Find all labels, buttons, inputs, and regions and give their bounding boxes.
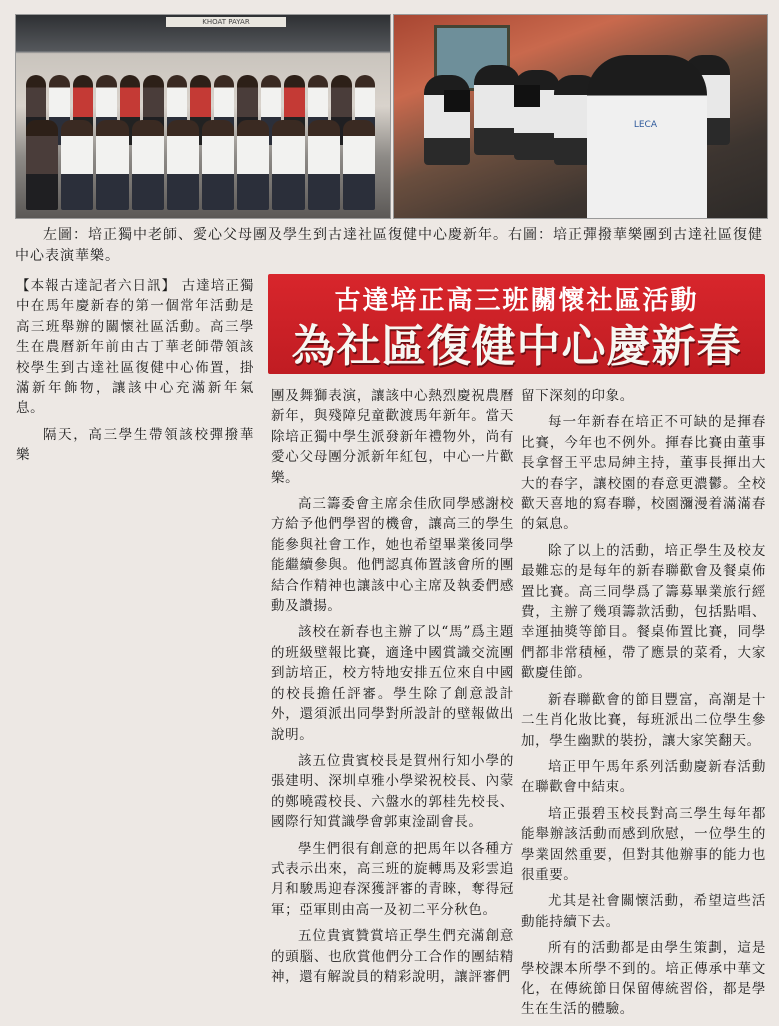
performer-back [587,55,707,218]
front-row-people [26,120,375,210]
musician [424,75,470,165]
article-paragraph: 每一年新春在培正不可缺的是揮春比賽，今年也不例外。揮春比賽由董事長拿督王平忠局紳主持，董事長揮出大大的春字，讓校園的春意更濃鬱。全校歡天喜地的寫春聯，校園瀰漫着滿滿春的氣息。 [521,414,766,533]
right-photo [393,14,768,219]
headline-banner [268,274,765,374]
article-paragraph: 該五位貴賓校長是賀州行知小學的張建明、深圳卓雅小學梁祝校長、內蒙的鄭曉霞校長、六盤水的郭桂先校長、國際行知賞識學會郭東淦副會長。 [271,752,514,831]
headline-subtitle: 古達培正高三班關懷社區活動 [334,286,699,316]
article-paragraph: 五位貴賓贊賞培正學生們充滿創意的頭腦、也欣賞他們分工合作的團結精神，還有解說員的精彩說明，讓評審們 [271,928,514,985]
article-paragraph: 除了以上的活動，培正學生及校友最難忘的是每年的新春聯歡會及餐桌佈置比賽。高三同學爲了籌募畢業旅行經費，主辦了幾項籌款活動，包括點唱、幸運抽獎等節目。餐桌佈置比賽，同學們都非常積極，帶了應景的菜肴，大家歡慶佳節。 [521,542,766,682]
left-photo [15,14,391,219]
article-paragraph: 留下深刻的印象。 [521,388,634,404]
article-column-1 [16,276,254,472]
article-paragraph: 【本報古達記者六日訊】 古達培正獨中在馬年慶新春的第一個常年活動是高三班舉辦的關懷社區活動。高三學生在農曆新年前由古丁華老師帶領該校學生到古達社區復健中心佈置，掛滿新年飾物，讓該中心充滿新年氣息。 [16,278,254,417]
article-paragraph: 隔天，高三學生帶領該校彈撥華樂 [16,426,254,464]
article-paragraph: 新春聯歡會的節目豐富，高潮是十二生肖化妝比賽，每班派出二位學生參加，學生幽默的裝扮，讓大家笑翻天。 [521,691,766,749]
canopy-sign: KHOAT PAYAR [166,17,286,27]
article-paragraph: 高三籌委會主席余佳欣同學感謝校方給予他們學習的機會，讓高三的學生能參與社會工作，她也希望畢業後同學能繼續參與。他們認真佈置該會所的團結合作精神也讓該中心主席及執委們感動及讚揚。 [271,496,514,615]
article-paragraph: 團及舞獅表演，讓該中心熱烈慶祝農曆新年，與殘障兒童歡渡馬年新年。當天除培正獨中學生派發新年禮物外，尚有愛心父母團分派新年紅包，中心一片歡樂。 [271,388,514,486]
photo-caption: 左圖：培正獨中老師、愛心父母團及學生到古達社區復健中心慶新年。右圖：培正彈撥華樂團到古達社區復健中心表演華樂。 [15,227,763,264]
article-paragraph: 尤其是社會關懷活動，希望這些活動能持續下去。 [521,893,766,930]
article-paragraph: 該校在新春也主辦了以“馬”爲主題的班級壁報比賽，適逢中國賞識交流團到訪培正，校方特地安排五位來自中國的校長擔任評審。學生除了創意設計外，還須派出同學對所設計的壁報做出說明。 [271,624,514,743]
music-stand [514,85,540,107]
shirt-logo: LECA [633,120,657,130]
article-paragraph: 培正張碧玉校長對高三學生每年都能舉辦該活動而感到欣慰，一位學生的學業固然重要，但對其他辦事的能力也很重要。 [521,805,766,883]
article-paragraph: 所有的活動都是由學生策劃，這是學校課本所學不到的。培正傳承中華文化，在傳統節日保留傳統習俗，都是學生在生活的體驗。 [521,940,766,1018]
article-column-3 [521,386,766,1026]
article-column-2 [271,386,514,993]
headline-title: 為社區復健中心慶新春 [291,321,742,372]
music-stand [444,90,470,112]
article-paragraph: 培正甲午馬年系列活動慶新春活動在聯歡會中結束。 [521,758,766,796]
article-paragraph: 學生們很有創意的把馬年以各種方式表示出來，高三班的旋轉馬及彩雲追月和駿馬迎春深獲評審的青睞，奪得冠軍；亞軍則由高一及初二平分秋色。 [271,840,514,918]
